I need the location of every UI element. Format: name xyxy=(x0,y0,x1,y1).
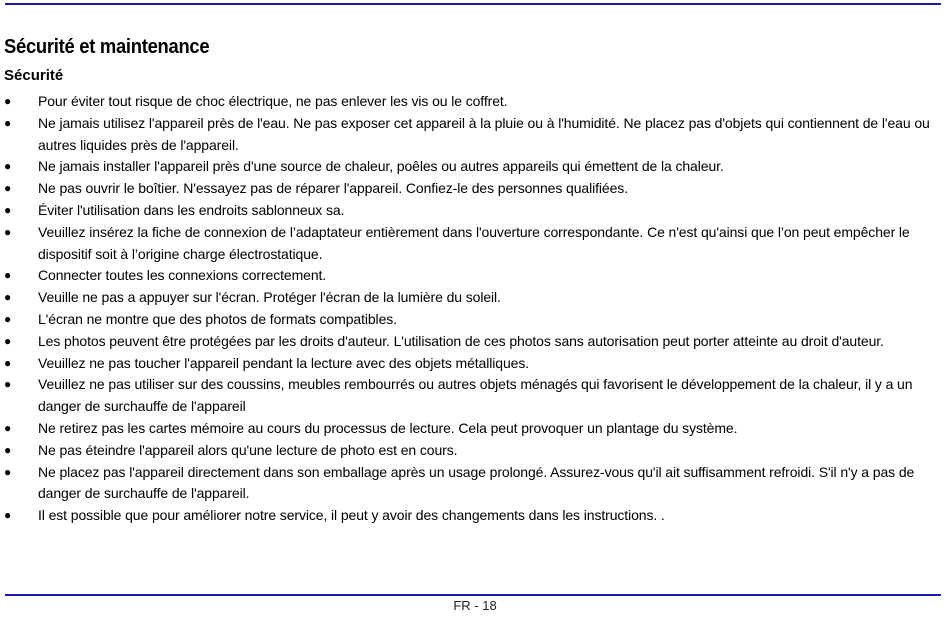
bullet-icon: ● xyxy=(4,290,12,305)
list-item-text: Pour éviter tout risque de choc électrique, ne pas enlever les vis ou le coffret. xyxy=(38,93,508,109)
bullet-icon: ● xyxy=(4,355,12,370)
list-item xyxy=(0,462,945,506)
list-item xyxy=(0,178,945,200)
bullet-icon: ● xyxy=(4,333,12,348)
bullet-icon: ● xyxy=(4,442,12,457)
list-item xyxy=(0,418,945,440)
list-item-text: Ne pas éteindre l'appareil alors qu'une lecture de photo est en cours. xyxy=(38,441,458,458)
list-item-text: Ne pas ouvrir le boîtier. N'essayez pas de réparer l'appareil. Confiez-le des personnes qualifiées. xyxy=(38,180,628,197)
safety-list xyxy=(0,91,945,527)
bullet-icon: ● xyxy=(4,159,12,174)
bullet-icon: ● xyxy=(4,311,12,326)
list-item xyxy=(0,287,945,309)
list-item xyxy=(0,374,945,418)
list-item-text: Il est possible que pour améliorer notre service, il peut y avoir des changements dans les instructions. . xyxy=(38,507,665,524)
list-item-text: Ne jamais utilisez l'appareil près de l'eau. Ne pas exposer cet appareil à la pluie ou à l'humidité. Ne placez pas d'objets qui contiennent de l'eau ou autres liquides près de l'appareil. xyxy=(38,114,930,153)
list-item-text: Ne jamais installer l'appareil près d'une source de chaleur, poêles ou autres appareils qui émettent de la chaleur. xyxy=(38,158,724,175)
bullet-icon: ● xyxy=(4,508,12,523)
list-item-text: Les photos peuvent être protégées par les droits d'auteur. L'utilisation de ces photos sans autorisation peut porter atteinte au droit d'auteur. xyxy=(38,332,884,349)
bullet-icon: ● xyxy=(4,224,12,239)
list-item xyxy=(0,309,945,331)
list-item-text: Ne retirez pas les cartes mémoire au cours du processus de lecture. Cela peut provoquer un plantage du système. xyxy=(38,419,738,436)
bullet-icon: ● xyxy=(4,377,12,392)
list-item xyxy=(0,91,945,113)
page-title: Sécurité et maintenance xyxy=(4,36,210,58)
list-item-text: Veuille ne pas a appuyer sur l'écran. Protéger l'écran de la lumière du soleil. xyxy=(38,289,501,306)
list-item-text: Ne placez pas l'appareil directement dans son emballage après un usage prolongé. Assurez-vous qu'il ait suffisamment refroidi. S'il n'y a pas de danger de surchauffe de l'appareil. xyxy=(38,463,915,502)
list-item xyxy=(0,265,945,287)
bottom-divider xyxy=(5,594,941,596)
bullet-icon: ● xyxy=(4,464,12,479)
list-item xyxy=(0,440,945,462)
list-item xyxy=(0,200,945,222)
list-item-text: Veuillez ne pas utiliser sur des coussins, meubles rembourrés ou autres objets ménagés qui favorisent le développement de la chaleur, il y a un danger de surchauffe de l'appareil xyxy=(38,376,913,415)
bullet-icon: ● xyxy=(4,181,12,196)
list-item xyxy=(0,156,945,178)
list-item-text: Connecter toutes les connexions correctement. xyxy=(38,267,327,284)
bullet-icon: ● xyxy=(4,202,12,217)
list-item-text: L'écran ne montre que des photos de formats compatibles. xyxy=(38,310,397,327)
list-item-text: Veuillez insérez la fiche de connexion de l’adaptateur entièrement dans l'ouverture correspondante. Ce n'est qu'ainsi que l’on peut empêcher le dispositif soit à l’origine charge électrostatique. xyxy=(38,223,910,262)
bullet-icon: ● xyxy=(4,268,12,283)
section-heading: Sécurité xyxy=(4,67,64,84)
list-item-text: Veuillez ne pas toucher l'appareil pendant la lecture avec des objets métalliques. xyxy=(38,354,530,371)
list-item xyxy=(0,331,945,353)
list-item-text: Éviter l'utilisation dans les endroits sablonneux sa. xyxy=(38,201,345,218)
bullet-icon: ● xyxy=(4,94,12,108)
bullet-icon: ● xyxy=(4,420,12,435)
page-number: FR - 18 xyxy=(453,598,497,613)
list-item xyxy=(0,222,945,266)
list-item xyxy=(0,113,945,157)
top-divider xyxy=(5,3,941,5)
list-item xyxy=(0,353,945,375)
bullet-icon: ● xyxy=(4,115,12,130)
list-item xyxy=(0,505,945,527)
